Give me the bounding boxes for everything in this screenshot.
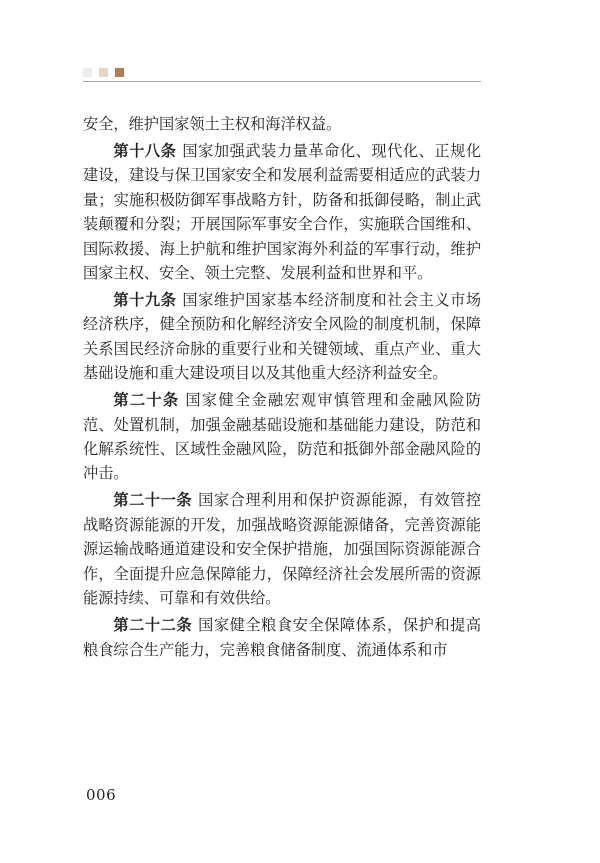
- article-number: 第二十条: [113, 391, 180, 410]
- article-number: 第十九条: [113, 291, 177, 310]
- article-number: 第二十一条: [113, 491, 193, 510]
- article-text: 国家加强武装力量革命化、现代化、正规化建设，建设与保卫国家安全和发展利益需要相适应的武装力量；实施积极防御军事战略方针，防备和抵御侵略，制止武装颠覆和分裂；开展国际军事安全合作，实施联合国维和、国际救援、海上护航和维护国家海外利益的军事行动，维护国家主权、安全、领土完整、发展利益和世界和平。: [83, 142, 482, 283]
- article-text: 国家合理利用和保护资源能源，有效管控战略资源能源的开发，加强战略资源能源储备，完善资源能源运输战略通道建设和安全保护措施，加强国际资源能源合作，全面提升应急保障能力，保障经济社会发展所需的资源能源持续、可靠和有效供给。: [83, 491, 482, 608]
- article-text: 国家健全粮食安全保障体系，保护和提高粮食综合生产能力，完善粮食储备制度、流通体系和市: [83, 616, 482, 659]
- paragraph-text: 安全，维护国家领土主权和海洋权益。: [83, 115, 342, 133]
- page-number: 006: [86, 786, 117, 804]
- page-header-decoration: [83, 68, 481, 82]
- article-text: 国家健全金融宏观审慎管理和金融风险防范、处置机制，加强金融基础设施和基础能力建设，防范和化解系统性、区域性金融风险，防范和抵御外部金融风险的冲击。: [83, 391, 482, 483]
- header-square-dark: [115, 68, 124, 77]
- article-19: [83, 288, 481, 386]
- paragraph-continuation: [83, 112, 481, 136]
- body-text: [83, 112, 481, 662]
- header-square-medium: [99, 68, 108, 77]
- article-18: [83, 139, 481, 285]
- article-21: [83, 488, 481, 610]
- header-square-light: [83, 68, 92, 77]
- header-rule: [83, 81, 481, 82]
- article-text: 国家维护国家基本经济制度和社会主义市场经济秩序，健全预防和化解经济安全风险的制度机制，保障关系国民经济命脉的重要行业和关键领域、重点产业、重大基础设施和重大建设项目以及其他重大经济利益安全。: [83, 291, 482, 383]
- article-22: [83, 613, 481, 662]
- article-number: 第十八条: [113, 142, 177, 160]
- article-number: 第二十二条: [113, 616, 193, 635]
- article-20: [83, 388, 481, 486]
